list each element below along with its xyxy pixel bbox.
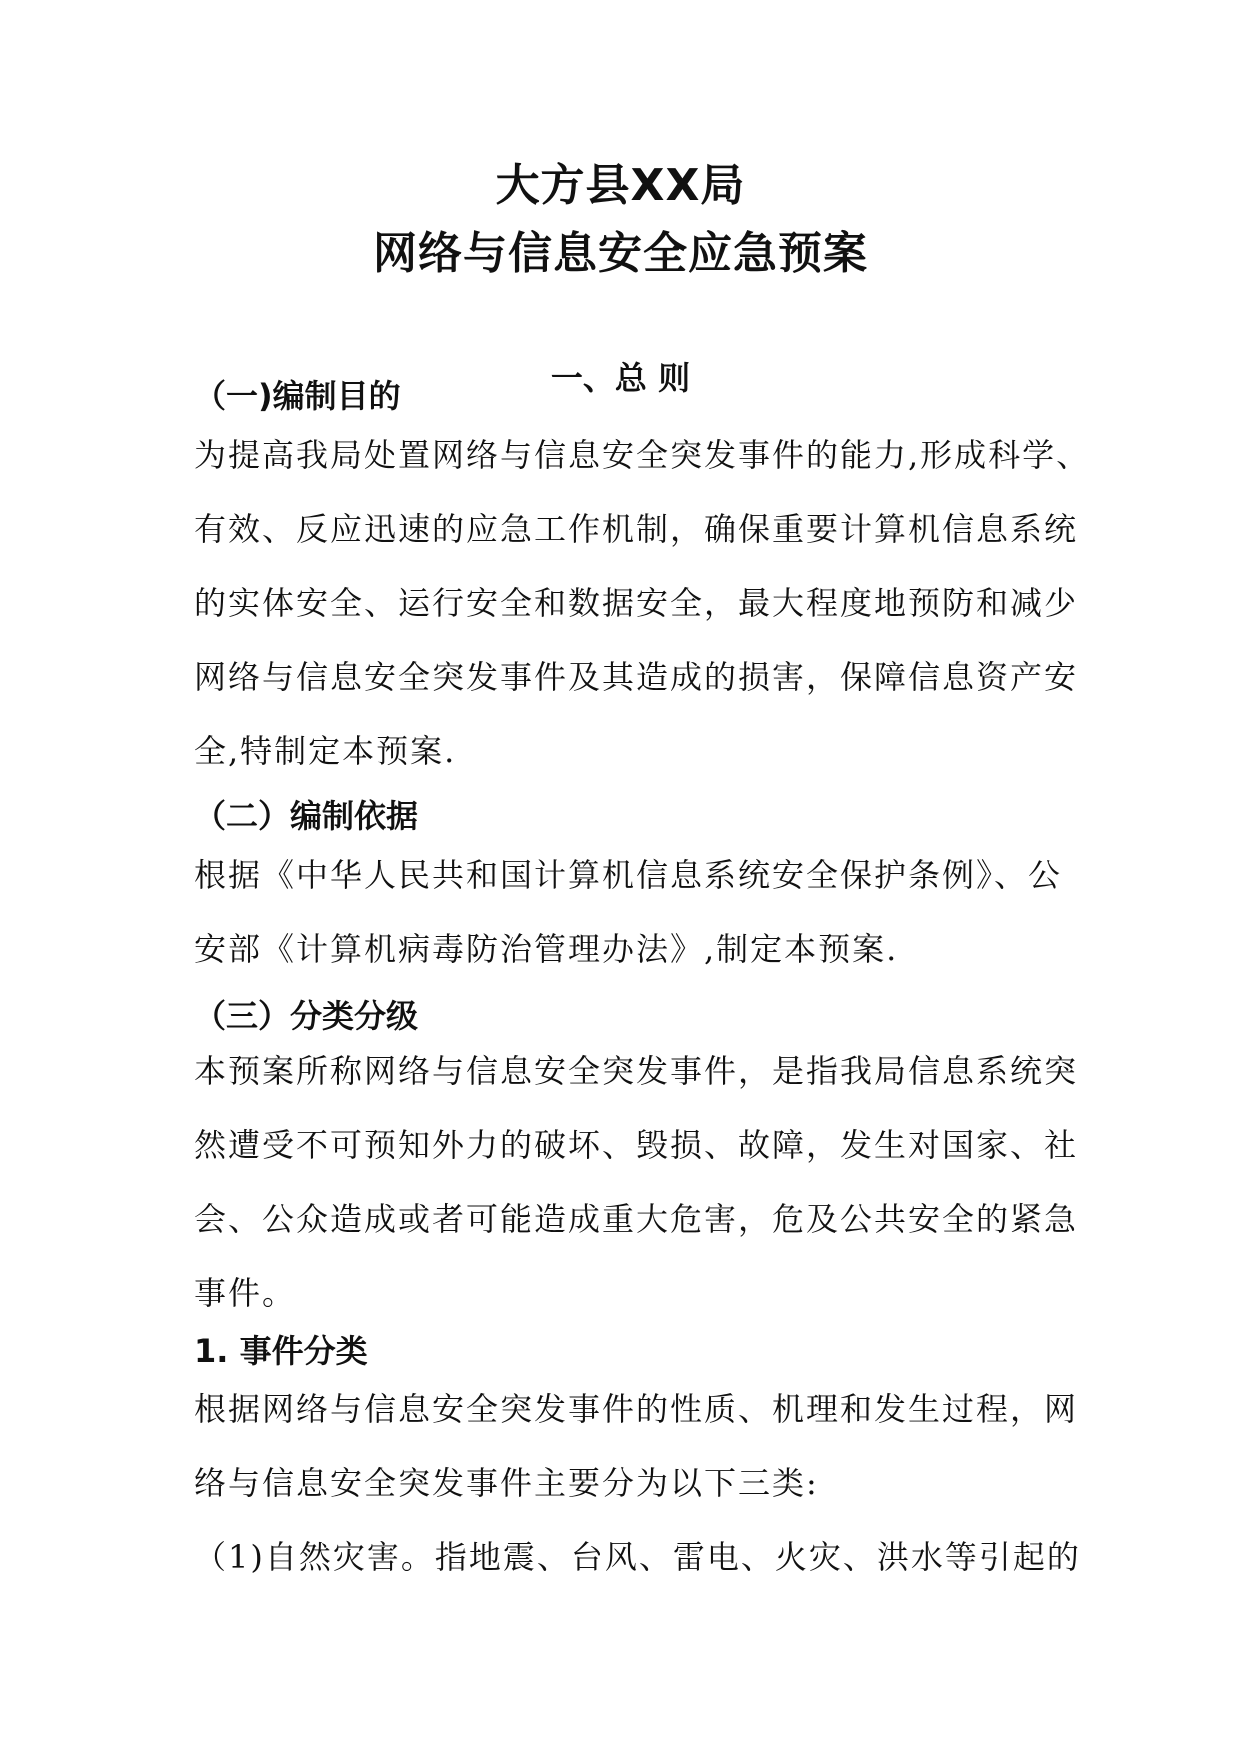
paragraph-line: 有效、反应迅速的应急工作机制，确保重要计算机信息系统 bbox=[194, 510, 1079, 548]
paragraph-line: 安部《计算机病毒防治管理办法》,制定本预案. bbox=[194, 930, 899, 968]
paragraph-line: 根据网络与信息安全突发事件的性质、机理和发生过程，网 bbox=[194, 1390, 1079, 1428]
paragraph-line: 的实体安全、运行安全和数据安全，最大程度地预防和减少 bbox=[194, 584, 1079, 622]
section-heading-purpose: （一)编制目的 bbox=[194, 377, 401, 415]
paragraph-line: 络与信息安全突发事件主要分为以下三类: bbox=[194, 1464, 819, 1502]
paragraph-line: 为提高我局处置网络与信息安全突发事件的能力,形成科学、 bbox=[194, 436, 1091, 474]
paragraph-line: 然遭受不可预知外力的破坏、毁损、故障，发生对国家、社 bbox=[194, 1126, 1079, 1164]
section-heading-basis: （二）编制依据 bbox=[194, 797, 419, 835]
subsection-heading-event-classification: 1. 事件分类 bbox=[194, 1332, 368, 1370]
document-title-line-2: 网络与信息安全应急预案 bbox=[373, 228, 868, 279]
paragraph-line: 网络与信息安全突发事件及其造成的损害，保障信息资产安 bbox=[194, 658, 1079, 696]
paragraph-line: 全,特制定本预案. bbox=[194, 732, 457, 770]
paragraph-line: （1)自然灾害。指地震、台风、雷电、火灾、洪水等引起的 bbox=[194, 1538, 1081, 1576]
document-title-line-1: 大方县XX局 bbox=[495, 160, 746, 211]
paragraph-line: 本预案所称网络与信息安全突发事件，是指我局信息系统突 bbox=[194, 1052, 1079, 1090]
paragraph-line: 事件。 bbox=[194, 1274, 297, 1312]
subsection-body-event-classification bbox=[194, 1372, 1081, 1594]
section-body-basis bbox=[194, 838, 1063, 986]
section-body-classification bbox=[194, 1034, 1079, 1330]
section-heading-classification: （三）分类分级 bbox=[194, 997, 419, 1035]
paragraph-line: 会、公众造成或者可能造成重大危害，危及公共安全的紧急 bbox=[194, 1200, 1079, 1238]
chapter-heading: 一、总 则 bbox=[550, 359, 691, 397]
section-body-purpose bbox=[194, 418, 1091, 788]
paragraph-line: 根据《中华人民共和国计算机信息系统安全保护条例》、公 bbox=[194, 856, 1063, 894]
